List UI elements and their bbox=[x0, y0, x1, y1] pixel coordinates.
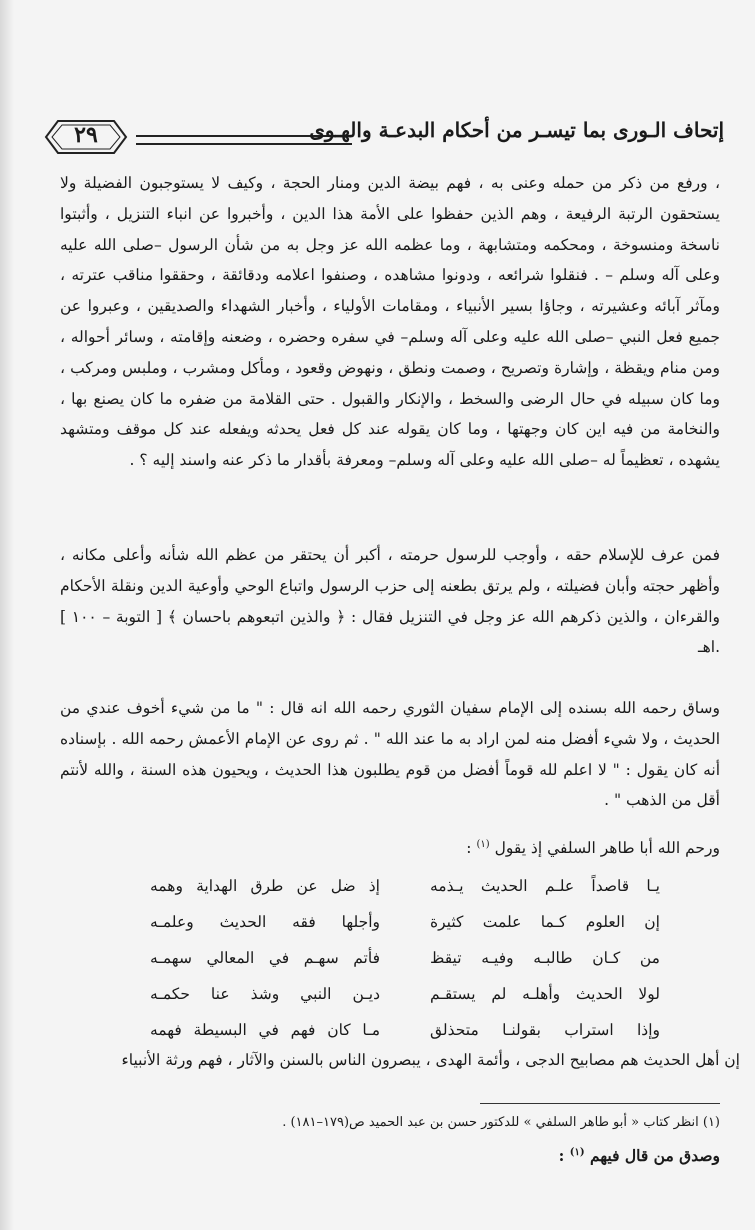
verse-second-hemistich: ديـن النبي وشذ عنا حكمـه bbox=[150, 985, 380, 1003]
page-header bbox=[44, 118, 724, 158]
last-line-text: وصدق من قال فيهم bbox=[589, 1146, 720, 1166]
verse-first-hemistich: إن العلوم كـما علمت كثيرة bbox=[430, 913, 660, 931]
footnote: (١) انظر كتاب « أبو طاهر السلفي » للدكتور حسن بن عبد الحميد ص(١٧٩–١٨١) . bbox=[282, 1115, 720, 1130]
closing-paragraph: إن أهل الحديث هم مصابيح الدجى ، وأئمة الهدى ، يبصرون الناس بالسنن والآثار ، فهم ورثة الأنبياء bbox=[121, 1051, 740, 1069]
verse-second-hemistich: إذ ضل عن طرق الهداية وهمه bbox=[150, 877, 380, 895]
colon: : bbox=[558, 1146, 565, 1166]
poem-verse bbox=[150, 976, 660, 1012]
poem-verse bbox=[150, 940, 660, 976]
poem-verse bbox=[150, 868, 660, 904]
paragraph-1: ، ورفع من ذكر من حمله وعنى به ، فهم بيضة الدين ومنار الحجة ، وكيف لا يستوجبون الفضيلة ولا يستحقون الرتبة الرفيعة ، وهم الذين حفظوا على الأمة هذا الدين ، وأخبروا عن انباء التنزيل ، وأثبتوا ناسخة ومنسوخة ، ومحكمه ومتشابهة ، وما عظمه الله عز وجل به من شأن الرسول –صلى الله عليه وعلى آله وسلم – . فنقلوا شرائعه ، ودونوا مشاهده ، وصنفوا اعلامه ودقائقة ، وحققوا مناقب عترته ، ومآثر آبائه وعشيرته ، وجاؤا بسير الأنبياء ، ومقامات الأولياء ، وأخبار الشهداء والصديقين ، وعبروا عن جميع فعل النبي –صلى الله عليه وعلى آله وسلم– في سفره وحضره ، وضعنه وإقامته ، وسائر أحواله ، ومن منام ويقظة ، وإشارة وتصريح ، وصمت ونطق ، ونهوض وقعود ، ومأكل ومشرب ، وملبس ومركب ، وما كان سبيله في حال الرضى والسخط ، والإنكار والقبول . حتى القلامة من ضفره ما كان يصنع بها ، والنخامة من فيه اين كان وجهتها ، وما كان يقوله عند كل فعل يحدثه ويفعله عند كل موقف ومتشهد يشهده ، تعظيماً له –صلى الله عليه وعلى آله وسلم– ومعرفة بأقدار ما ذكر عنه واسند إليه ؟ . bbox=[60, 174, 720, 470]
footnote-marker: (١) bbox=[569, 1147, 585, 1158]
page-number: ٢٩ bbox=[74, 122, 98, 148]
footnote-divider bbox=[480, 1103, 720, 1104]
poem-intro bbox=[60, 830, 720, 863]
footnote-marker: (١) bbox=[476, 839, 490, 850]
last-line bbox=[60, 1140, 720, 1169]
page-number-frame bbox=[44, 118, 128, 156]
verse-second-hemistich: مـا كان فهم في البسيطة فهمه bbox=[150, 1021, 380, 1039]
paragraph-3: وساق رحمه الله بسنده إلى الإمام سفيان الثوري رحمه الله انه قال : " ما من شيء أخوف عندي من الحديث ، ولا شيء أفضل منه لمن اراد به ما عند الله " . ثم روى عن الإمام الأعمش رحمه الله . بإسناده أنه كان يقول : " لا اعلم لله قوماً أفضل من قوم يطلبون هذا الحديث ، ويحيون هذه السنة ، والله لأنتم أقل من الذهب " . bbox=[60, 699, 720, 810]
verse-first-hemistich: وإذا استراب بقولنـا متحذلق bbox=[430, 1021, 660, 1039]
verse-first-hemistich: يـا قاصداً علـم الحديث يـذمه bbox=[430, 877, 660, 895]
verse-second-hemistich: وأجلها فقه الحديث وعلمـه bbox=[150, 913, 380, 931]
verse-first-hemistich: لولا الحديث وأهلـه لم يستقـم bbox=[430, 985, 660, 1003]
colon: : bbox=[466, 839, 472, 858]
paragraph-2: فمن عرف للإسلام حقه ، وأوجب للرسول حرمته ، أكبر أن يحتقر من عظم الله شأنه وأعلى مكانه ، وأظهر حجته وأبان فضيلته ، ولم يرتق بطعنه إلى حزب الرسول واتباع الوحي وأوعية الدين ونقلة الأحكام والقرءان ، والذين ذكرهم الله عز وجل في التنزيل فقال : ﴿ والذين اتبعوهم باحسان ﴾ [ التوبة – ١٠٠ ] .اهـ bbox=[60, 546, 720, 657]
verse-first-hemistich: من كـان طالبـه وفيـه تيقظ bbox=[430, 949, 660, 967]
running-title: إتحاف الـورى بما تيسـر من أحكام البدعـة والهـوى bbox=[309, 118, 724, 142]
verse-second-hemistich: فأتم سهـم في المعالي سهمـه bbox=[150, 949, 380, 967]
poem-intro-text: ورحم الله أبا طاهر السلفي إذ يقول bbox=[494, 839, 720, 858]
poem-verse bbox=[150, 904, 660, 940]
poem-verse bbox=[150, 1012, 660, 1048]
page-edge-shadow bbox=[0, 0, 14, 1230]
poem bbox=[150, 868, 660, 1048]
